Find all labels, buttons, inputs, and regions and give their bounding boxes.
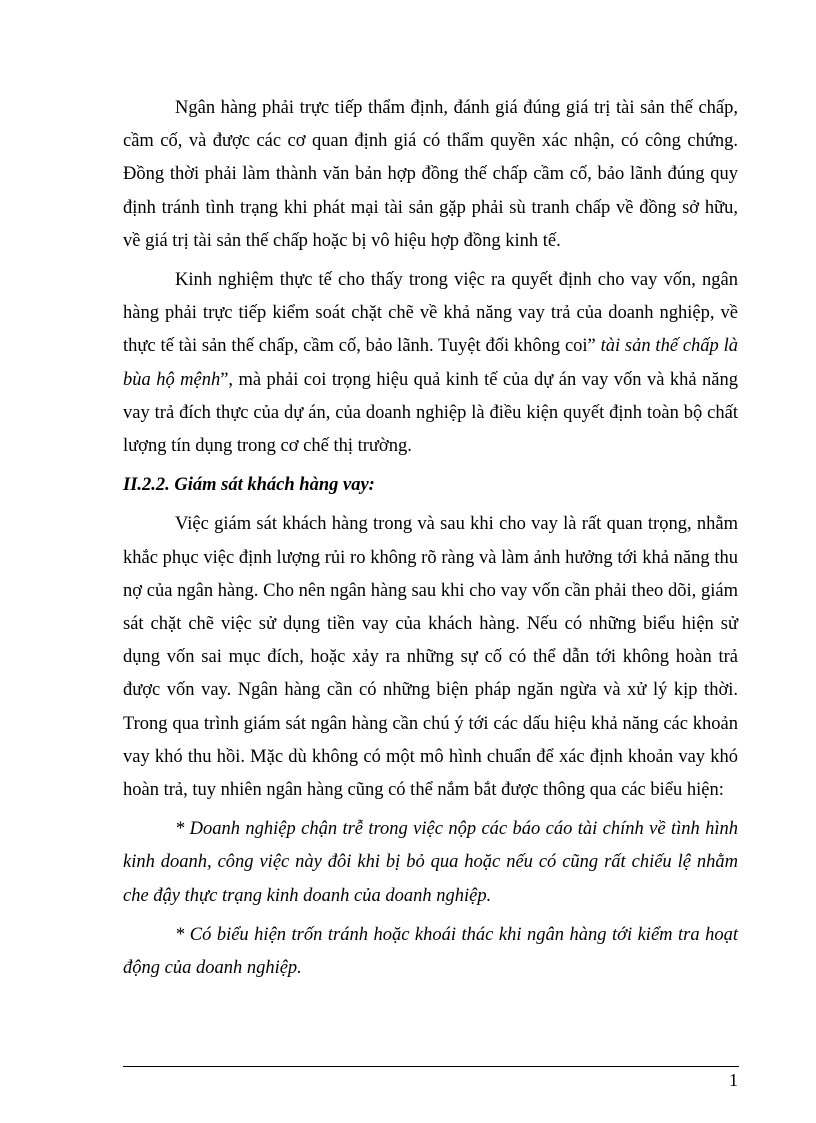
paragraph-practical-experience-text-a: Kinh nghiệm thực tế cho thấy trong việc ra quyết định cho vay vốn, ngân hàng phải trực tiếp kiểm soát chặt chẽ về khả năng vay trả của doanh nghiệp, về thực tế tài sản thế chấp, cầm cố, bảo lãnh. Tuyệt đối không coi” — [123, 270, 738, 357]
page-number: 1 — [729, 1070, 738, 1090]
paragraph-practical-experience-italic: tài sản thế chấp là bùa hộ mệnh — [123, 336, 738, 390]
footer-rule — [123, 1066, 739, 1067]
section-heading: II.2.2. Giám sát khách hàng vay: — [123, 475, 375, 496]
document-body — [123, 92, 738, 985]
paragraph-bullet-avoid-inspection: * Có biểu hiện trốn tránh hoặc khoái thác khi ngân hàng tới kiểm tra hoạt động của doanh nghiệp. — [123, 924, 738, 979]
paragraph-collateral-appraisal: Ngân hàng phải trực tiếp thẩm định, đánh giá đúng giá trị tài sản thế chấp, cầm cố, và được các cơ quan định giá có thẩm quyền xác nhận, có công chứng. Đồng thời phải làm thành văn bản hợp đồng thế chấp cầm cố, bảo lãnh đúng quy định tránh tình trạng khi phát mại tài sản gặp phải sù tranh chấp về đồng sở hữu, về giá trị tài sản thế chấp hoặc bị vô hiệu hợp đồng kinh tế. — [123, 98, 738, 251]
paragraph-customer-monitoring: Việc giám sát khách hàng trong và sau khi cho vay là rất quan trọng, nhằm khắc phục việc định lượng rủi ro không rõ ràng và làm ảnh hưởng tới khả năng thu nợ của ngân hàng. Cho nên ngân hàng sau khi cho vay vốn cần phải theo dõi, giám sát chặt chẽ việc sử dụng tiền vay của khách hàng. Nếu có những biểu hiện sử dụng vốn sai mục đích, hoặc xảy ra những sự cố có thể dẫn tới không hoàn trả được vốn vay. Ngân hàng cần có những biện pháp ngăn ngừa và xử lý kịp thời. Trong qua trình giám sát ngân hàng cần chú ý tới các dấu hiệu khả năng các khoản vay khó thu hồi. Mặc dù không có một mô hình chuẩn để xác định khoản vay khó hoàn trả, tuy nhiên ngân hàng cũng có thể nắm bắt được thông qua các biểu hiện: — [123, 514, 738, 801]
paragraph-practical-experience — [123, 264, 738, 463]
paragraph-bullet-late-reports: * Doanh nghiệp chận trễ trong việc nộp các báo cáo tài chính về tình hình kinh doanh, công việc này đôi khi bị bỏ qua hoặc nếu có cũng rất chiếu lệ nhằm che đậy thực trạng kinh doanh của doanh nghiệp. — [123, 819, 738, 906]
paragraph-practical-experience-text-c: ”, mà phải coi trọng hiệu quả kinh tế của dự án vay vốn và khả năng vay trả đích thực của dự án, của doanh nghiệp là điều kiện quyết định toàn bộ chất lượng tín dụng trong cơ chế thị trường. — [123, 369, 738, 457]
